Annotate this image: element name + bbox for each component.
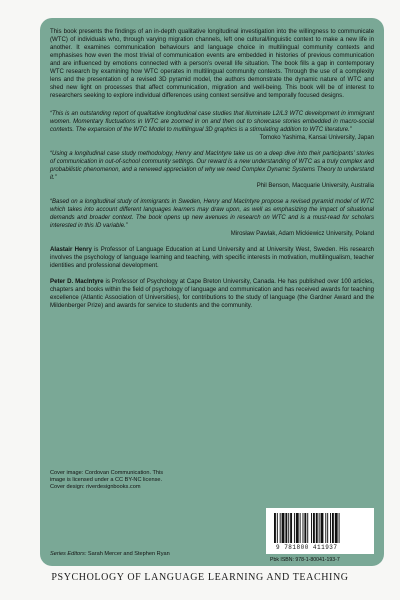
endorsement-quote-1: “This is an outstanding report of qualitative longitudinal case studies that illuminate L2/L3 WTC development in immigrant women. Momentary fluctuations in WTC are zoomed in on and then out to showcase stories embedded in macro-social contexts. The expansion of the WTC Model to multilingual 3D graphics is a stimulating addition to WTC literature.” — [50, 111, 374, 133]
spacer — [50, 238, 374, 246]
series-editors-names: Sarah Mercer and Stephen Ryan — [86, 551, 170, 557]
author-name-2: Peter D. MacIntyre — [50, 278, 104, 285]
barcode-bar — [313, 513, 315, 543]
barcode-bar — [321, 513, 324, 543]
author-bio-text-1: is Professor of Language Education at Lund University and at University West, Sweden. His research involves the psychology of language learning and teaching, with specific interests in motivation, multilingualism, teacher identities and professional development. — [50, 246, 375, 269]
barcode-bar — [330, 513, 331, 543]
barcode-bar — [280, 513, 281, 543]
barcode-bar — [296, 513, 299, 543]
pbk-isbn: Pbk ISBN: 978-1-80041-193-7 — [270, 557, 340, 563]
barcode-bar — [277, 513, 278, 543]
cover-credit-line-3: Cover design: riverdesignbooks.com — [50, 484, 141, 491]
barcode-bar — [304, 513, 306, 543]
author-bio-1 — [50, 246, 374, 270]
cover-credit-line-1: Cover image: Cordovan Communication. This — [50, 470, 164, 476]
barcode-bar — [325, 513, 326, 543]
barcode-bar — [335, 513, 338, 543]
barcode-bar — [319, 513, 320, 543]
barcode-bar — [339, 513, 340, 543]
series-editors-label: Series Editors: — [50, 551, 87, 557]
author-name-1: Alastair Henry — [50, 246, 92, 253]
endorsement-quote-2: “Using a longitudinal case study methodology, Henry and MacIntyre take us on a deep dive into their participants’ stories of communication in out-of-school community settings. Our reward is a new understanding of WTC as a truly complex and probabilistic phenomenon, and a renewed appreciation of why we need Complex Dynamic Systems Theory to understand it.” — [50, 151, 374, 181]
spacer — [50, 270, 374, 278]
barcode-bar — [290, 513, 292, 543]
barcode-icon — [274, 513, 366, 543]
back-cover-content — [50, 28, 374, 310]
barcode-bar — [288, 513, 289, 543]
barcode-bar — [303, 513, 304, 543]
barcode-bar — [332, 513, 334, 543]
series-title: PSYCHOLOGY OF LANGUAGE LEARNING AND TEACHING — [51, 572, 349, 583]
barcode-bar — [300, 513, 301, 543]
spacer — [50, 190, 374, 198]
barcode-bar — [311, 513, 312, 543]
spacer — [50, 100, 374, 110]
endorsement-attribution-2: Phil Benson, Macquarie University, Australia — [256, 183, 374, 189]
barcode-digits: 9 781800 411937 — [276, 544, 338, 551]
cover-credit-line-2: image is licensed under a CC BY-NC license. — [50, 477, 163, 484]
barcode-bar — [282, 513, 285, 543]
author-bio-text-2: is Professor of Psychology at Cape Breton University, Canada. He has published over 100 articles, chapters and books within the field of psychology of language and communication and has received awards for teaching excellence (Atlantic Association of Universities), for contributions to the study of language (the Gardner Award and the Mildenberger Prize) and awards for service to students and the community. — [50, 278, 374, 309]
barcode-bar — [274, 513, 276, 543]
barcode-bar — [294, 513, 295, 543]
barcode-bar — [316, 513, 318, 543]
series-editors — [50, 551, 260, 558]
book-description: This book presents the findings of an in-depth qualitative longitudinal investigation into the willingness to communicate (WTC) of individuals who, through varying migration channels, left one cultural/linguistic context to make a new life in another. It examines communication behaviours and language choice in multilingual community contexts and emphasises how even the most trivial of communication events are embedded in histories of previous communication and are influenced by emotions connected with a person’s overall life situation. The book fills a gap in contemporary WTC research by examining how WTC operates in multilingual community contexts. Through the use of a complexity lens and the presentation of a revised 3D pyramid model, the authors demonstrate the dynamic nature of WTC and shed new light on processes that affect communication, migration and well-being. This book will be of interest to researchers seeking to explore individual differences using context sensitive and temporally focused designs. — [50, 28, 374, 99]
endorsement-attribution-1: Tomoko Yashima, Kansai University, Japan — [259, 135, 374, 141]
back-cover-panel — [40, 18, 384, 566]
cover-credits — [50, 470, 230, 492]
barcode-box — [266, 508, 374, 554]
barcode-bar — [307, 513, 308, 543]
spacer — [50, 142, 374, 150]
barcode-bar — [327, 513, 328, 543]
author-bio-2 — [50, 278, 374, 310]
barcode-bar — [285, 513, 287, 543]
endorsement-quote-3: “Based on a longitudinal study of immigrants in Sweden, Henry and MacIntyre propose a revised pyramid model of WTC which takes into account different languages learners may draw upon, as well as emphasizing the impact of situational demands and broader context. The book opens up new avenues in research on WTC and is a must-read for scholars interested in this ID variable.” — [50, 199, 374, 229]
endorsement-attribution-3: Mirosław Pawlak, Adam Mickiewicz University, Poland — [230, 231, 374, 237]
